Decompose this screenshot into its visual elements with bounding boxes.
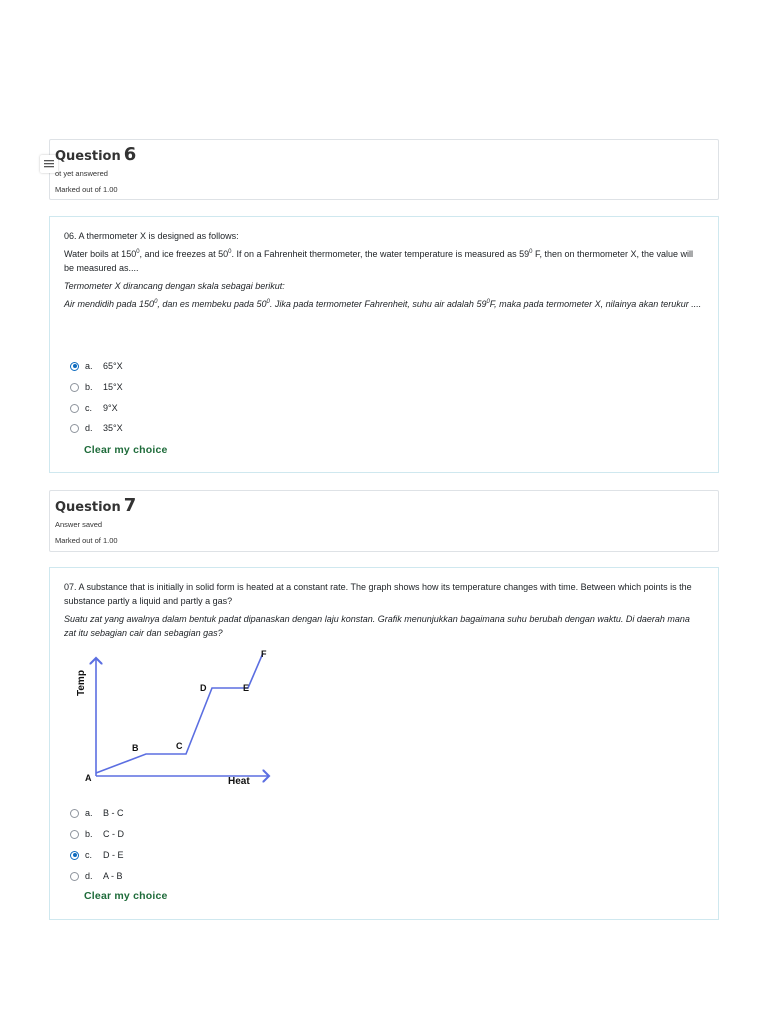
- question-state: Answer saved: [55, 520, 103, 529]
- point-label-a: A: [85, 773, 92, 783]
- question-intro-id: Termometer X dirancang dengan skala sebagai berikut:: [64, 281, 285, 291]
- answer-option-c[interactable]: c. 9°X: [70, 401, 118, 415]
- question-number: [55, 144, 136, 165]
- question-6-formulation: [49, 216, 719, 473]
- radio-button[interactable]: [70, 362, 79, 371]
- question-number: [55, 495, 136, 516]
- radio-button[interactable]: [70, 872, 79, 881]
- question-number-value: 7: [123, 495, 137, 516]
- answer-text: 65°X: [103, 361, 123, 371]
- question-text-id: Air mendidih pada $150^0$, dan es membeku pada $50^0$. Jika pada termometer Fahrenheit, suhu air adalah $59^0F$, maka pada termometer X, nilainya akan terukur ....: [64, 299, 702, 309]
- point-label-b: B: [132, 743, 139, 753]
- answer-text: D - E: [103, 850, 124, 860]
- question-text-id: Suatu zat yang awalnya dalam bentuk padat dipanaskan dengan laju konstan. Grafik menunjukkan bagaimana suhu berubah dengan waktu. Di daerah mana zat itu sebagian cair dan sebagian gas?: [64, 614, 690, 638]
- answer-text: C - D: [103, 829, 124, 839]
- radio-button[interactable]: [70, 424, 79, 433]
- answer-text: 35°X: [103, 423, 123, 433]
- answer-text: A - B: [103, 871, 123, 881]
- question-6-info: [49, 139, 719, 200]
- answer-option-d[interactable]: d. A - B: [70, 869, 123, 883]
- answer-option-a[interactable]: a. B - C: [70, 806, 124, 820]
- radio-button[interactable]: [70, 851, 79, 860]
- y-axis-label: Temp: [76, 670, 87, 696]
- question-label: Question: [55, 149, 121, 164]
- point-label-e: E: [243, 683, 250, 693]
- clear-choice-button[interactable]: Clear my choice: [84, 890, 168, 902]
- question-text-en: 07. A substance that is initially in solid form is heated at a constant rate. The graph shows how its temperature changes with time. Between which points is the substance partly a liquid and partly a gas?: [64, 582, 692, 606]
- question-state: ot yet answered: [55, 169, 108, 178]
- point-label-f: F: [261, 649, 267, 659]
- heating-curve-graph: [76, 649, 280, 795]
- answer-option-c[interactable]: c. D - E: [70, 848, 124, 862]
- question-text: [64, 229, 704, 315]
- question-grade: Marked out of 1.00: [55, 536, 118, 545]
- point-label-c: C: [176, 741, 183, 751]
- answer-text: 9°X: [103, 403, 118, 413]
- question-label: Question: [55, 500, 121, 515]
- answer-text: B - C: [103, 808, 124, 818]
- heating-curve-line: [96, 653, 263, 773]
- answer-option-b[interactable]: b. 15°X: [70, 380, 123, 394]
- point-label-d: D: [200, 683, 207, 693]
- question-number-value: 6: [123, 144, 137, 165]
- radio-button[interactable]: [70, 809, 79, 818]
- clear-choice-button[interactable]: Clear my choice: [84, 444, 168, 456]
- answer-option-b[interactable]: b. C - D: [70, 827, 124, 841]
- question-grade: Marked out of 1.00: [55, 185, 118, 194]
- question-intro: 06. A thermometer X is designed as follows:: [64, 231, 239, 241]
- x-axis-label: Heat: [228, 776, 250, 787]
- answer-option-d[interactable]: d. 35°X: [70, 421, 123, 435]
- radio-button[interactable]: [70, 404, 79, 413]
- answer-text: 15°X: [103, 382, 123, 392]
- answer-option-a[interactable]: a. 65°X: [70, 359, 123, 373]
- radio-button[interactable]: [70, 383, 79, 392]
- radio-button[interactable]: [70, 830, 79, 839]
- question-7-info: [49, 490, 719, 552]
- question-text: [64, 580, 704, 644]
- question-text-en: Water boils at $150^0$, and ice freezes at $50^0$. If on a Fahrenheit thermometer, the water temperature is measured as $59^0$ F, then on thermometer X, the value will be measured as....: [64, 249, 694, 273]
